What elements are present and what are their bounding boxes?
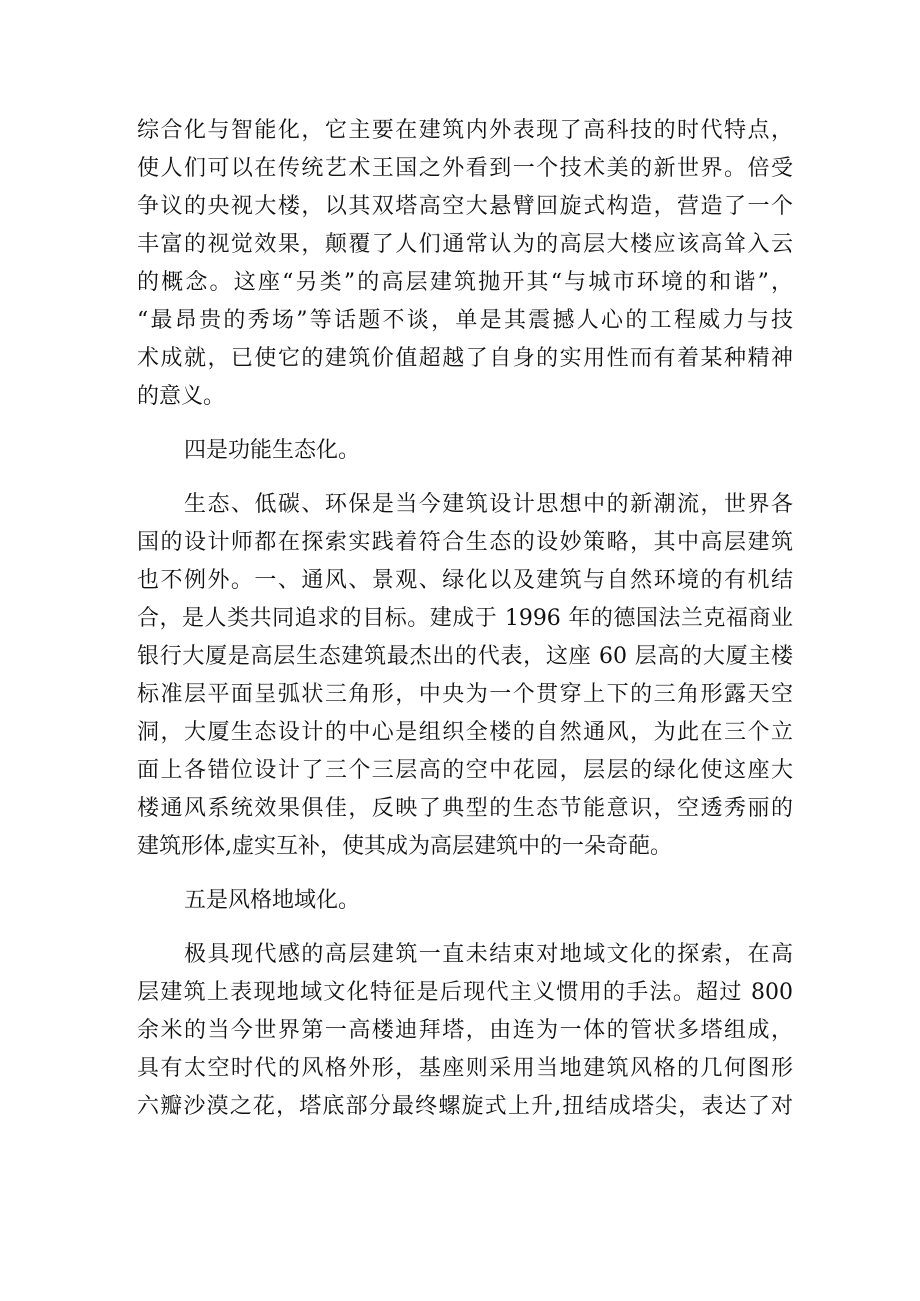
paragraph-3 xyxy=(137,936,793,1126)
text-line: 层建筑上表现地域文化特征是后现代主义惯用的手法。超过 800 xyxy=(137,980,793,1005)
text-line: 综合化与智能化，它主要在建筑内外表现了高科技的时代特点， xyxy=(137,118,793,143)
section-heading-4 xyxy=(137,432,793,470)
text-line: 的意义。 xyxy=(137,384,226,409)
paragraph-1 xyxy=(137,112,793,416)
text-line: 六瓣沙漠之花，塔底部分最终螺旋式上升,扭结成塔尖，表达了对 xyxy=(137,1094,793,1119)
paragraph-2 xyxy=(137,486,793,866)
text-line: 丰富的视觉效果，颠覆了人们通常认为的高层大楼应该高耸入云 xyxy=(137,232,793,257)
text-line: 的概念。这座“另类”的高层建筑抛开其“与城市环境的和谐”， xyxy=(137,270,793,295)
text-line: 楼通风系统效果俱佳，反映了典型的生态节能意识，空透秀丽的 xyxy=(137,796,793,821)
heading-text: 四是功能生态化。 xyxy=(184,438,361,463)
text-line: 国的设计师都在探索实践着符合生态的设妙策略，其中高层建筑 xyxy=(137,530,793,555)
text-line: 争议的央视大楼，以其双塔高空大悬臂回旋式构造，营造了一个 xyxy=(137,194,793,219)
text-line: 洞，大厦生态设计的中心是组织全楼的自然通风，为此在三个立 xyxy=(137,720,793,745)
text-line: 银行大厦是高层生态建筑最杰出的代表，这座 60 层高的大厦主楼 xyxy=(137,644,793,669)
text-line: 余米的当今世界第一高楼迪拜塔，由连为一体的管状多塔组成， xyxy=(137,1018,793,1043)
text-line: 具有太空时代的风格外形，基座则采用当地建筑风格的几何图形 xyxy=(137,1056,793,1081)
text-line: 生态、低碳、环保是当今建筑设计思想中的新潮流，世界各 xyxy=(184,492,793,517)
text-line: 面上各错位设计了三个三层高的空中花园，层层的绿化使这座大 xyxy=(137,758,793,783)
text-line: 使人们可以在传统艺术王国之外看到一个技术美的新世界。倍受 xyxy=(137,156,793,181)
section-heading-5 xyxy=(137,882,793,920)
text-line: 建筑形体,虚实互补，使其成为高层建筑中的一朵奇葩。 xyxy=(137,834,672,859)
text-line: 也不例外。一、通风、景观、绿化以及建筑与自然环境的有机结 xyxy=(137,568,793,593)
text-line: 极具现代感的高层建筑一直未结束对地域文化的探索，在高 xyxy=(184,942,793,967)
text-line: 标准层平面呈弧状三角形，中央为一个贯穿上下的三角形露天空 xyxy=(137,682,793,707)
text-line: 术成就，已使它的建筑价值超越了自身的实用性而有着某种精神 xyxy=(137,346,793,371)
text-line: “最昂贵的秀场”等话题不谈，单是其震撼人心的工程威力与技 xyxy=(137,308,793,333)
heading-text: 五是风格地域化。 xyxy=(184,888,361,913)
text-line: 合，是人类共同追求的目标。建成于 1996 年的德国法兰克福商业 xyxy=(137,606,793,631)
document-body xyxy=(137,112,793,1126)
